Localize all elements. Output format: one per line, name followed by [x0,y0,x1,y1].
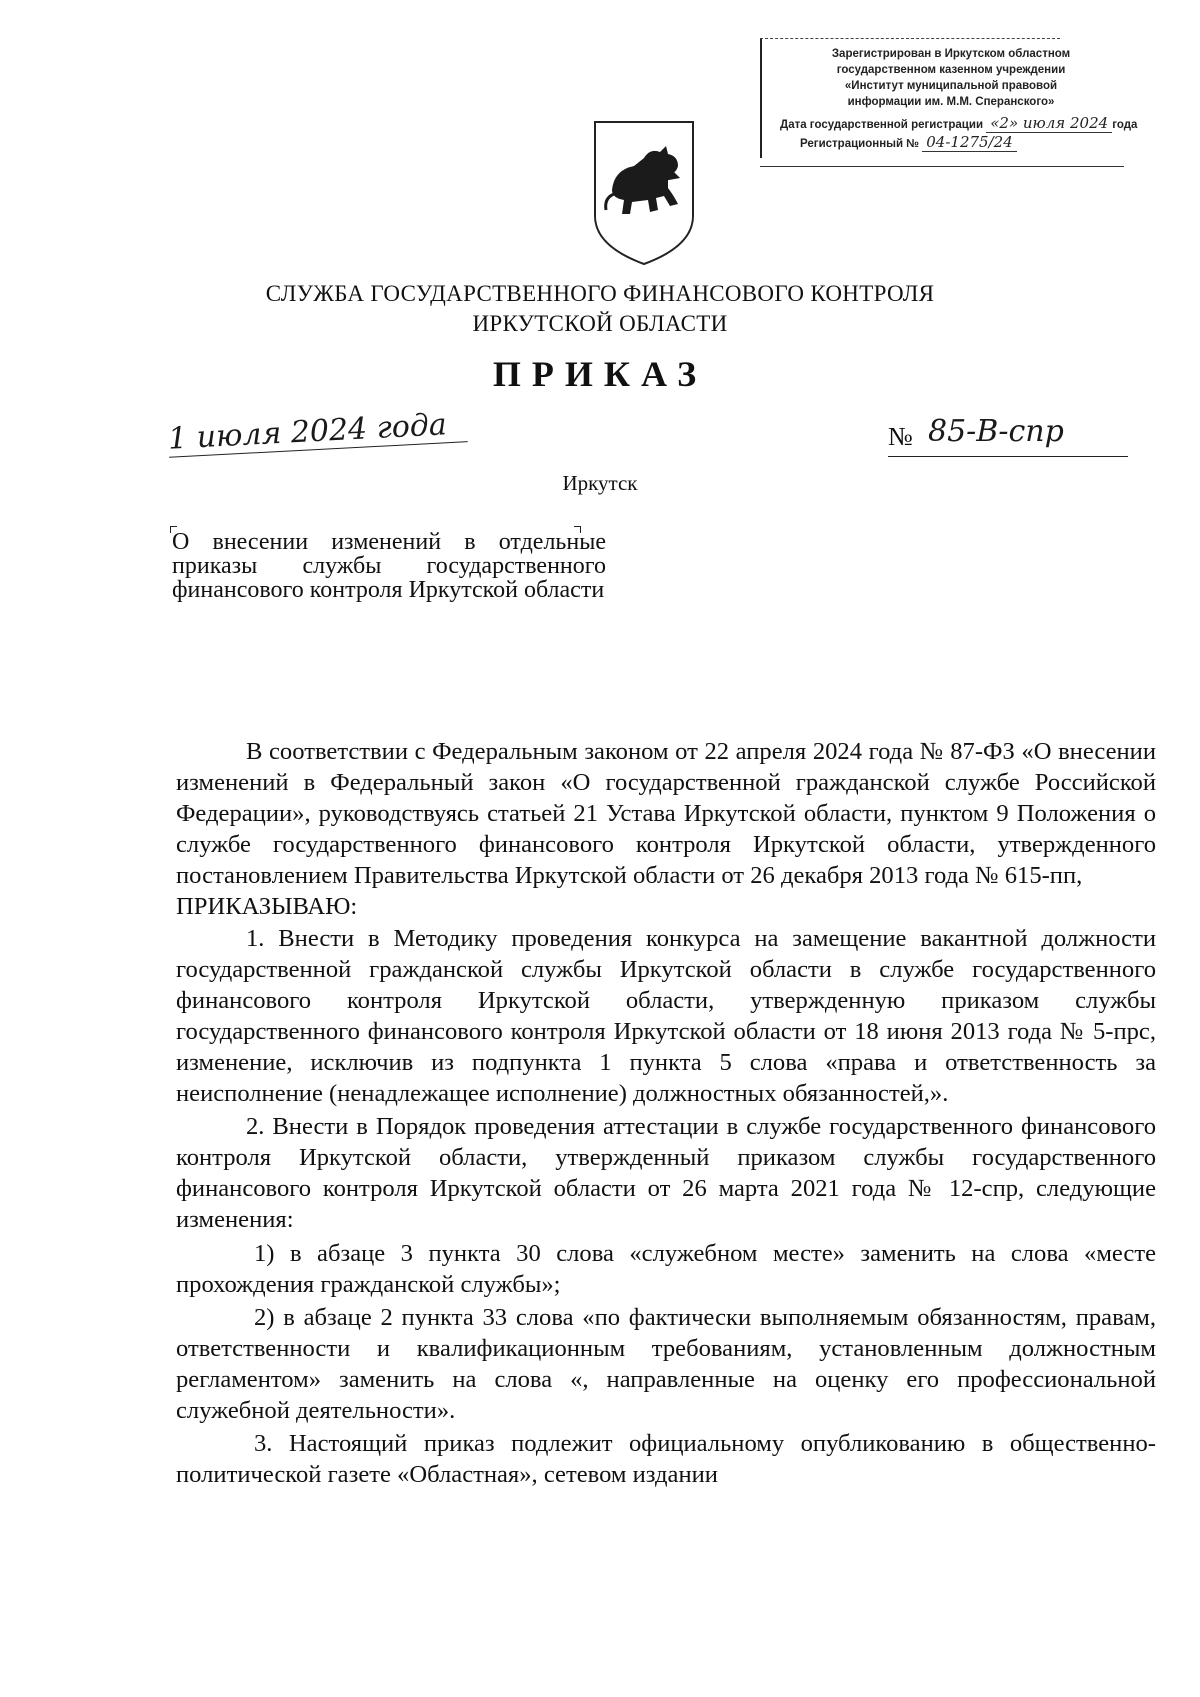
stamp-line-3: «Институт муниципальной правовой [844,80,1058,92]
item-2-2-paragraph: 2) в абзаце 2 пункта 33 слова «по фактически выполняемым обязанностям, правам, ответственности и квалификационным требованиям, установленным должностным регламентом» заменить на слова «, направленные на оценку его профессиональной служебной деятельности». [176,1303,1156,1424]
stamp-date-suffix: года [1112,119,1138,131]
preamble-paragraph: В соответствии с Федеральным законом от 22 апреля 2024 года № 87-ФЗ «О внесении изменений в Федеральный закон «О государственной гражданской службе Российской Федерации», руководствуясь статьей 21 Устава Иркутской области, пунктом 9 Положения о службе государственного финансового контроля Иркутской области, утвержденного постановлением Правительства Иркутской области от 26 декабря 2013 года № 615-пп, [176,738,1156,890]
document-subject: О внесении изменений в отдельные приказы службы государственного финансового контроля Иркутской области [172,529,606,603]
document-number [888,414,1128,457]
number-sign: № [888,422,913,451]
stamp-line-1: Зарегистрирован в Иркутском областном [831,48,1071,60]
handwritten-date: 1 июля 2024 года [167,406,467,458]
org-name-line-1: СЛУЖБА ГОСУДАРСТВЕННОГО ФИНАНСОВОГО КОНТРОЛЯ [265,281,935,306]
stamp-registration-number [800,133,1146,151]
registration-stamp [760,38,1138,166]
document-title: ПРИКАЗ [492,354,708,394]
item-1-paragraph: 1. Внести в Методику проведения конкурса на замещение вакантной должности государственной гражданской службы Иркутской области в службе государственного финансового контроля Иркутской области, утвержденную приказом службы государственного финансового контроля Иркутской области от 18 июня 2013 года № 5-прс, изменение, исключив из подпункта 1 пункта 5 слова «права и ответственность за неисполнение (ненадлежащее исполнение) должностных обязанностей,». [176,924,1156,1108]
order-word: ПРИКАЗЫВАЮ: [176,893,358,921]
coat-of-arms-icon [592,118,696,268]
city: Иркутск [562,471,638,495]
stamp-date-label: Дата государственной регистрации [780,119,984,131]
stamp-registration-date [780,114,1138,132]
stamp-reg-value: 04-1275/24 [922,133,1016,152]
stamp-border-bottom [760,166,1124,168]
item-3-paragraph: 3. Настоящий приказ подлежит официальному опубликованию в общественно-политической газете «Областная», сетевом издании [176,1430,1156,1489]
stamp-border-top [760,38,1060,40]
stamp-reg-label: Регистрационный № [800,138,920,150]
org-name-line-2: ИРКУТСКОЙ ОБЛАСТИ [472,311,728,336]
stamp-line-2: государственном казенном учреждении [836,64,1066,76]
stamp-line-4: информации им. М.М. Сперанского» [847,96,1055,108]
item-2-1-paragraph: 1) в абзаце 3 пункта 30 слова «служебном месте» заменить на слова «месте прохождения гражданской службы»; [176,1239,1156,1298]
document-body [176,736,1156,1490]
handwritten-number: 85-В-спр [928,414,1064,449]
stamp-date-value: «2» июля 2024 [986,114,1112,133]
item-2-paragraph: 2. Внести в Порядок проведения аттестации в службе государственного финансового контроля Иркутской области, утвержденный приказом службы государственного финансового контроля Иркутской области от 26 марта 2021 года № 12-спр, следующие изменения: [176,1113,1156,1234]
stamp-border-left [760,38,762,158]
